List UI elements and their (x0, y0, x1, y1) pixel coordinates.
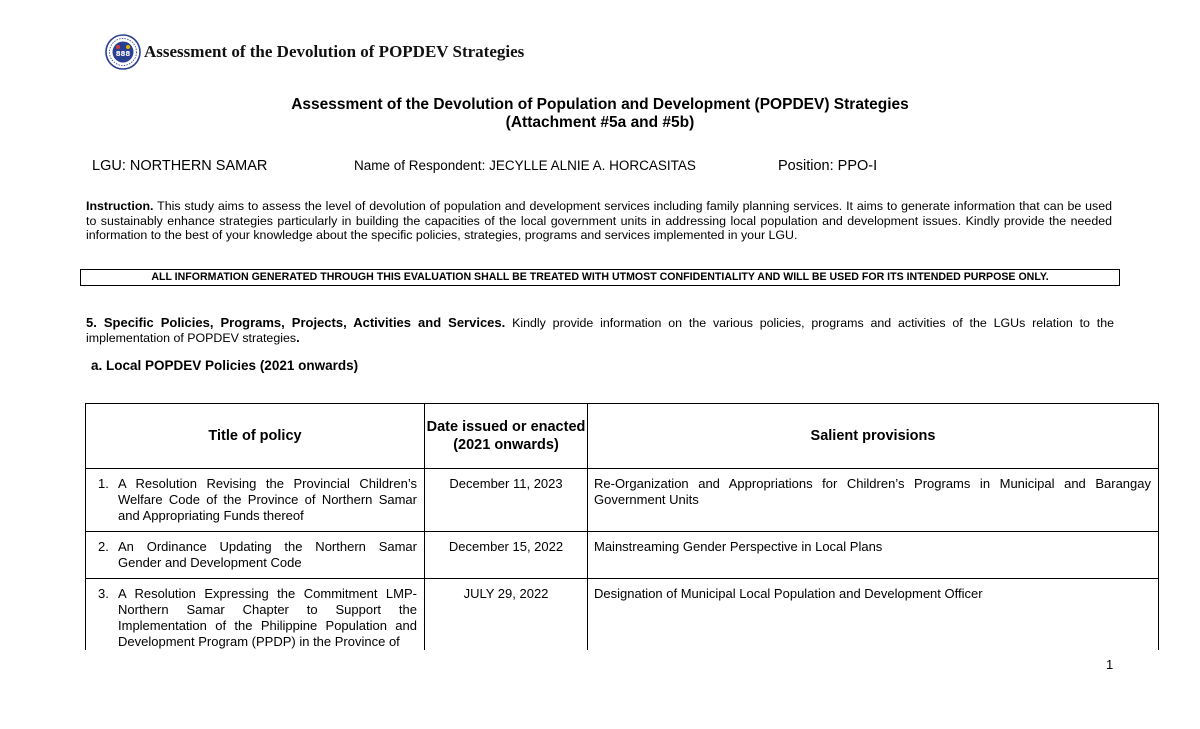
policy-date: JULY 29, 2022 (425, 579, 588, 651)
popcom-logo-icon (105, 34, 141, 70)
policy-date: December 15, 2022 (425, 532, 588, 579)
lgu-field: LGU: NORTHERN SAMAR (92, 158, 268, 174)
section-5-text: Kindly provide information on the various policies, programs and activities of the LGUs relation to the implementation of POPDEV strategies (86, 316, 1114, 345)
section-5-paragraph (86, 316, 1114, 345)
subsection-heading: a. Local POPDEV Policies (2021 onwards) (91, 358, 359, 373)
header-date-issued: Date issued or enacted (2021 onwards) (425, 404, 588, 469)
instruction-paragraph (86, 199, 1112, 243)
document-title-line2: (Attachment #5a and #5b) (505, 114, 695, 131)
table-header-row (86, 404, 1159, 469)
logo-text: 888 (115, 50, 131, 58)
header-title-of-policy: Title of policy (86, 404, 425, 469)
header-salient-provisions: Salient provisions (588, 404, 1159, 469)
section-5-heading: 5. Specific Policies, Programs, Projects, Activities and Services. (86, 315, 506, 330)
row-number: 1. (98, 476, 109, 491)
section-5-period: . (296, 329, 300, 345)
policy-title: A Resolution Revising the Provincial Children’s Welfare Code of the Province of Northern Samar and Appropriating Funds thereof (118, 476, 417, 523)
header-title: Assessment of the Devolution of POPDEV Strategies (144, 42, 525, 61)
table-row (86, 579, 1159, 651)
respondent-name-field: Name of Respondent: JECYLLE ALNIE A. HORCASITAS (354, 158, 696, 173)
page-number: 1 (1106, 657, 1114, 672)
policy-title-cell (86, 579, 425, 651)
policy-date: December 11, 2023 (425, 469, 588, 532)
instruction-text: This study aims to assess the level of devolution of population and development services including family planning services. It aims to generate information that can be used to sustainably enhance strategies particularly in building the capacities of the local government units in addressing local population and development issues. Kindly provide the needed information to the best of your knowledge about the specific policies, strategies, programs and services implemented in your LGU. (86, 199, 1112, 243)
policy-title: A Resolution Expressing the Commitment LMP-Northern Samar Chapter to Support the Implementation of the Philippine Population and Development Program (PPDP) in the Province of (118, 586, 417, 649)
table-row (86, 532, 1159, 579)
instruction-label: Instruction. (86, 199, 154, 213)
policy-provisions: Re-Organization and Appropriations for Children’s Programs in Municipal and Barangay Government Units (588, 469, 1159, 532)
policy-title: An Ordinance Updating the Northern Samar Gender and Development Code (118, 539, 417, 570)
position-field: Position: PPO-I (778, 158, 878, 174)
document-title-line1: Assessment of the Devolution of Population and Development (POPDEV) Strategies (291, 96, 909, 113)
confidentiality-notice: ALL INFORMATION GENERATED THROUGH THIS EVALUATION SHALL BE TREATED WITH UTMOST CONFIDENTIALITY AND WILL BE USED FOR ITS INTENDED PURPOSE ONLY. (80, 269, 1120, 286)
page-bottom-margin (80, 650, 1180, 729)
policy-table (85, 403, 1159, 651)
table-row (86, 469, 1159, 532)
document-header (105, 34, 524, 70)
row-number: 3. (98, 586, 109, 601)
policy-provisions: Designation of Municipal Local Population and Development Officer (588, 579, 1159, 651)
policy-title-cell (86, 469, 425, 532)
policy-title-cell (86, 532, 425, 579)
row-number: 2. (98, 539, 109, 554)
policy-provisions: Mainstreaming Gender Perspective in Local Plans (588, 532, 1159, 579)
